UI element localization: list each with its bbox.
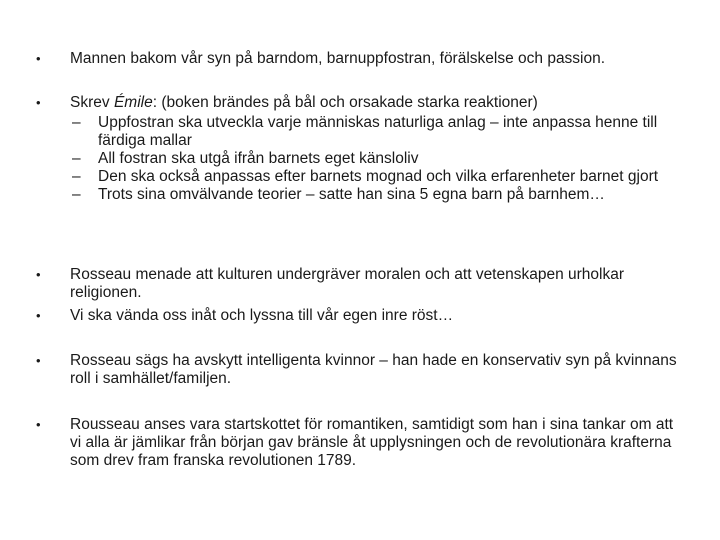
- dash-marker: –: [72, 186, 81, 203]
- bullet-dot: •: [36, 95, 41, 110]
- bullet-dot: •: [36, 353, 41, 368]
- bullet-suffix: : (boken brändes på bål och orsakade starka reaktioner): [152, 94, 538, 111]
- sub-item-2: [72, 150, 686, 168]
- sub-item-4: [72, 186, 686, 204]
- dash-marker: –: [72, 114, 81, 131]
- bullet-prefix: Skrev: [70, 94, 114, 111]
- bullet-text: Mannen bakom vår syn på barndom, barnuppfostran, förälskelse och passion.: [70, 50, 606, 67]
- sub-item-text: Uppfostran ska utveckla varje människas naturliga anlag – inte anpassa henne till färdiga mallar: [98, 114, 658, 149]
- dash-marker: –: [72, 150, 81, 167]
- sub-item-text: Trots sina omvälvande teorier – satte han sina 5 egna barn på barnhem…: [98, 186, 605, 203]
- sub-item-text: Den ska också anpassas efter barnets mognad och vilka erfarenheter barnet gjort: [98, 168, 659, 185]
- book-title: Émile: [113, 94, 153, 111]
- bullet-text: Rosseau sägs ha avskytt intelligenta kvinnor – han hade en konservativ syn på kvinnans roll i samhället/familjen.: [70, 352, 677, 387]
- bullet-item-6: [36, 416, 686, 470]
- bullet-dot: •: [36, 308, 41, 323]
- sub-item-1: [72, 114, 686, 150]
- bullet-item-4: [36, 307, 686, 325]
- bullet-item-5: [36, 352, 686, 388]
- bullet-dot: •: [36, 417, 41, 432]
- bullet-item-2: [36, 94, 686, 204]
- dash-marker: –: [72, 168, 81, 185]
- bullet-text: [70, 94, 686, 112]
- sub-item-text: All fostran ska utgå ifrån barnets eget känsloliv: [98, 150, 419, 167]
- bullet-text: Rousseau anses vara startskottet för romantiken, samtidigt som han i sina tankar om att vi alla är jämlikar från början gav bränsle åt upplysningen och de revolutionära krafterna som drev fram franska revolutionen 1789.: [70, 416, 674, 469]
- bullet-dot: •: [36, 51, 41, 66]
- sub-item-3: [72, 168, 686, 186]
- bullet-item-3: [36, 266, 686, 302]
- bullet-dot: •: [36, 267, 41, 282]
- bullet-text: Vi ska vända oss inåt och lyssna till vår egen inre röst…: [70, 307, 454, 324]
- bullet-item-1: [36, 50, 686, 68]
- bullet-text: Rosseau menade att kulturen undergräver moralen och att vetenskapen urholkar religionen.: [70, 266, 625, 301]
